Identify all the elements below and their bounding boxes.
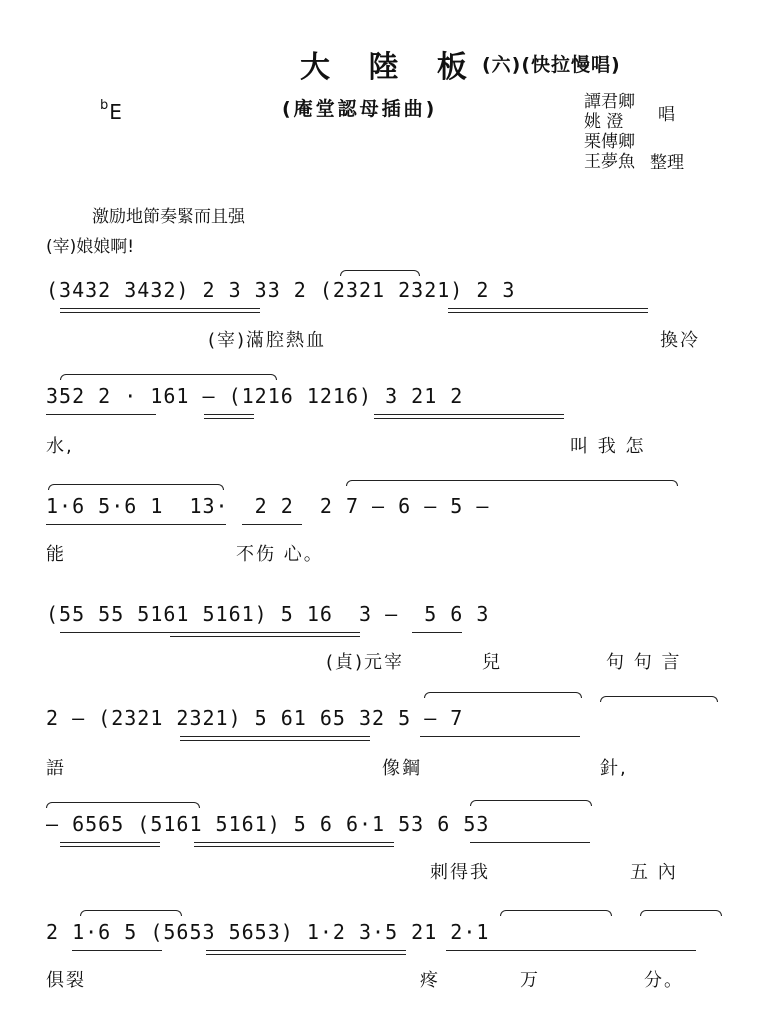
song-title: 大 陸 板 [300,50,481,85]
slur-mark [340,270,420,276]
lyric-segment: 俱裂 [46,970,86,991]
beam-underline [60,842,160,843]
beam-underline [470,842,590,843]
slur-mark [640,910,722,916]
slur-mark [470,800,592,806]
lyric-segment: 五 內 [630,862,678,883]
slur-mark [46,802,200,808]
slur-mark [48,484,224,490]
beam-underline [412,632,462,633]
credit-name: 王夢魚 [584,152,635,172]
beam-underline [374,414,564,415]
slur-mark [424,692,582,698]
beam-underline [72,950,162,951]
lyric-segment: 換冷 [660,330,700,351]
slur-mark [346,480,678,486]
beam-underline [206,950,406,951]
slur-mark [60,374,277,380]
beam-underline [206,954,406,955]
role-arrange: 整理 [650,153,684,173]
beam-underline [448,312,648,313]
notation-line: 2 1·6 5 (5653 5653) 1·2 3·5 21 2·1 [46,920,490,944]
lyric-segment: 能 [46,544,66,565]
lyric-segment: 万 [520,970,540,991]
beam-underline [194,846,394,847]
lyric-segment: (宰)滿腔熱血 [208,330,327,351]
lyric-segment: 水, [46,436,74,457]
key-letter: E [109,100,122,124]
beam-underline [204,418,254,419]
notation-line: (3432 3432) 2 3 33 2 (2321 2321) 2 3 [46,278,516,302]
credits-block [584,92,635,172]
lyric-segment: 叫 我 怎 [570,436,646,457]
lyric-segment: 針, [600,758,628,779]
key-flat: b [100,98,109,113]
credit-name: 譚君卿 [584,92,635,112]
slur-mark [600,696,718,702]
lyric-segment: 疼 [420,970,440,991]
notation-line: (55 55 5161 5161) 5 16 3 — 5 6 3 [46,602,490,626]
spoken-intro: (宰)娘娘啊! [46,237,135,257]
slur-mark [80,910,182,916]
notation-line: — 6565 (5161 5161) 5 6 6·1 53 6 53 [46,812,490,836]
beam-underline [194,842,394,843]
lyric-segment: 像鋼 [382,758,422,779]
beam-underline [60,632,360,633]
lyric-segment: 兒 [482,652,502,673]
beam-underline [446,950,696,951]
beam-underline [170,636,360,637]
beam-underline [180,736,370,737]
beam-underline [180,740,370,741]
tempo-marking: 激励地節奏緊而且强 [92,207,245,227]
credit-name: 姚 澄 [584,112,624,132]
notation-line: 352 2 · 161 — (1216 1216) 3 21 2 [46,384,464,408]
key-signature [100,98,122,124]
notation-line: 2 — (2321 2321) 5 61 65 32 5 — 7 [46,706,464,730]
beam-underline [242,524,302,525]
slur-mark [500,910,612,916]
beam-underline [204,414,254,415]
lyric-segment: 句 句 言 [606,652,682,673]
beam-underline [420,736,580,737]
beam-underline [46,524,226,525]
lyric-segment: (貞)元宰 [326,652,405,673]
role-sing: 唱 [658,105,675,125]
lyric-segment: 分。 [644,970,684,991]
beam-underline [60,846,160,847]
beam-underline [60,308,260,309]
lyric-segment: 語 [46,758,66,779]
song-subtitle: (庵堂認母插曲) [282,98,438,120]
lyric-segment: 刺得我 [430,862,490,883]
beam-underline [448,308,648,309]
notation-line: 1·6 5·6 1 13· 2 2 2 7 — 6 — 5 — [46,494,490,518]
beam-underline [60,312,260,313]
lyric-segment: 不伤 心。 [236,544,324,565]
beam-underline [374,418,564,419]
song-title-tag: (六)(快拉慢唱) [482,54,621,76]
credit-name: 栗傳卿 [584,132,635,152]
beam-underline [46,414,156,415]
